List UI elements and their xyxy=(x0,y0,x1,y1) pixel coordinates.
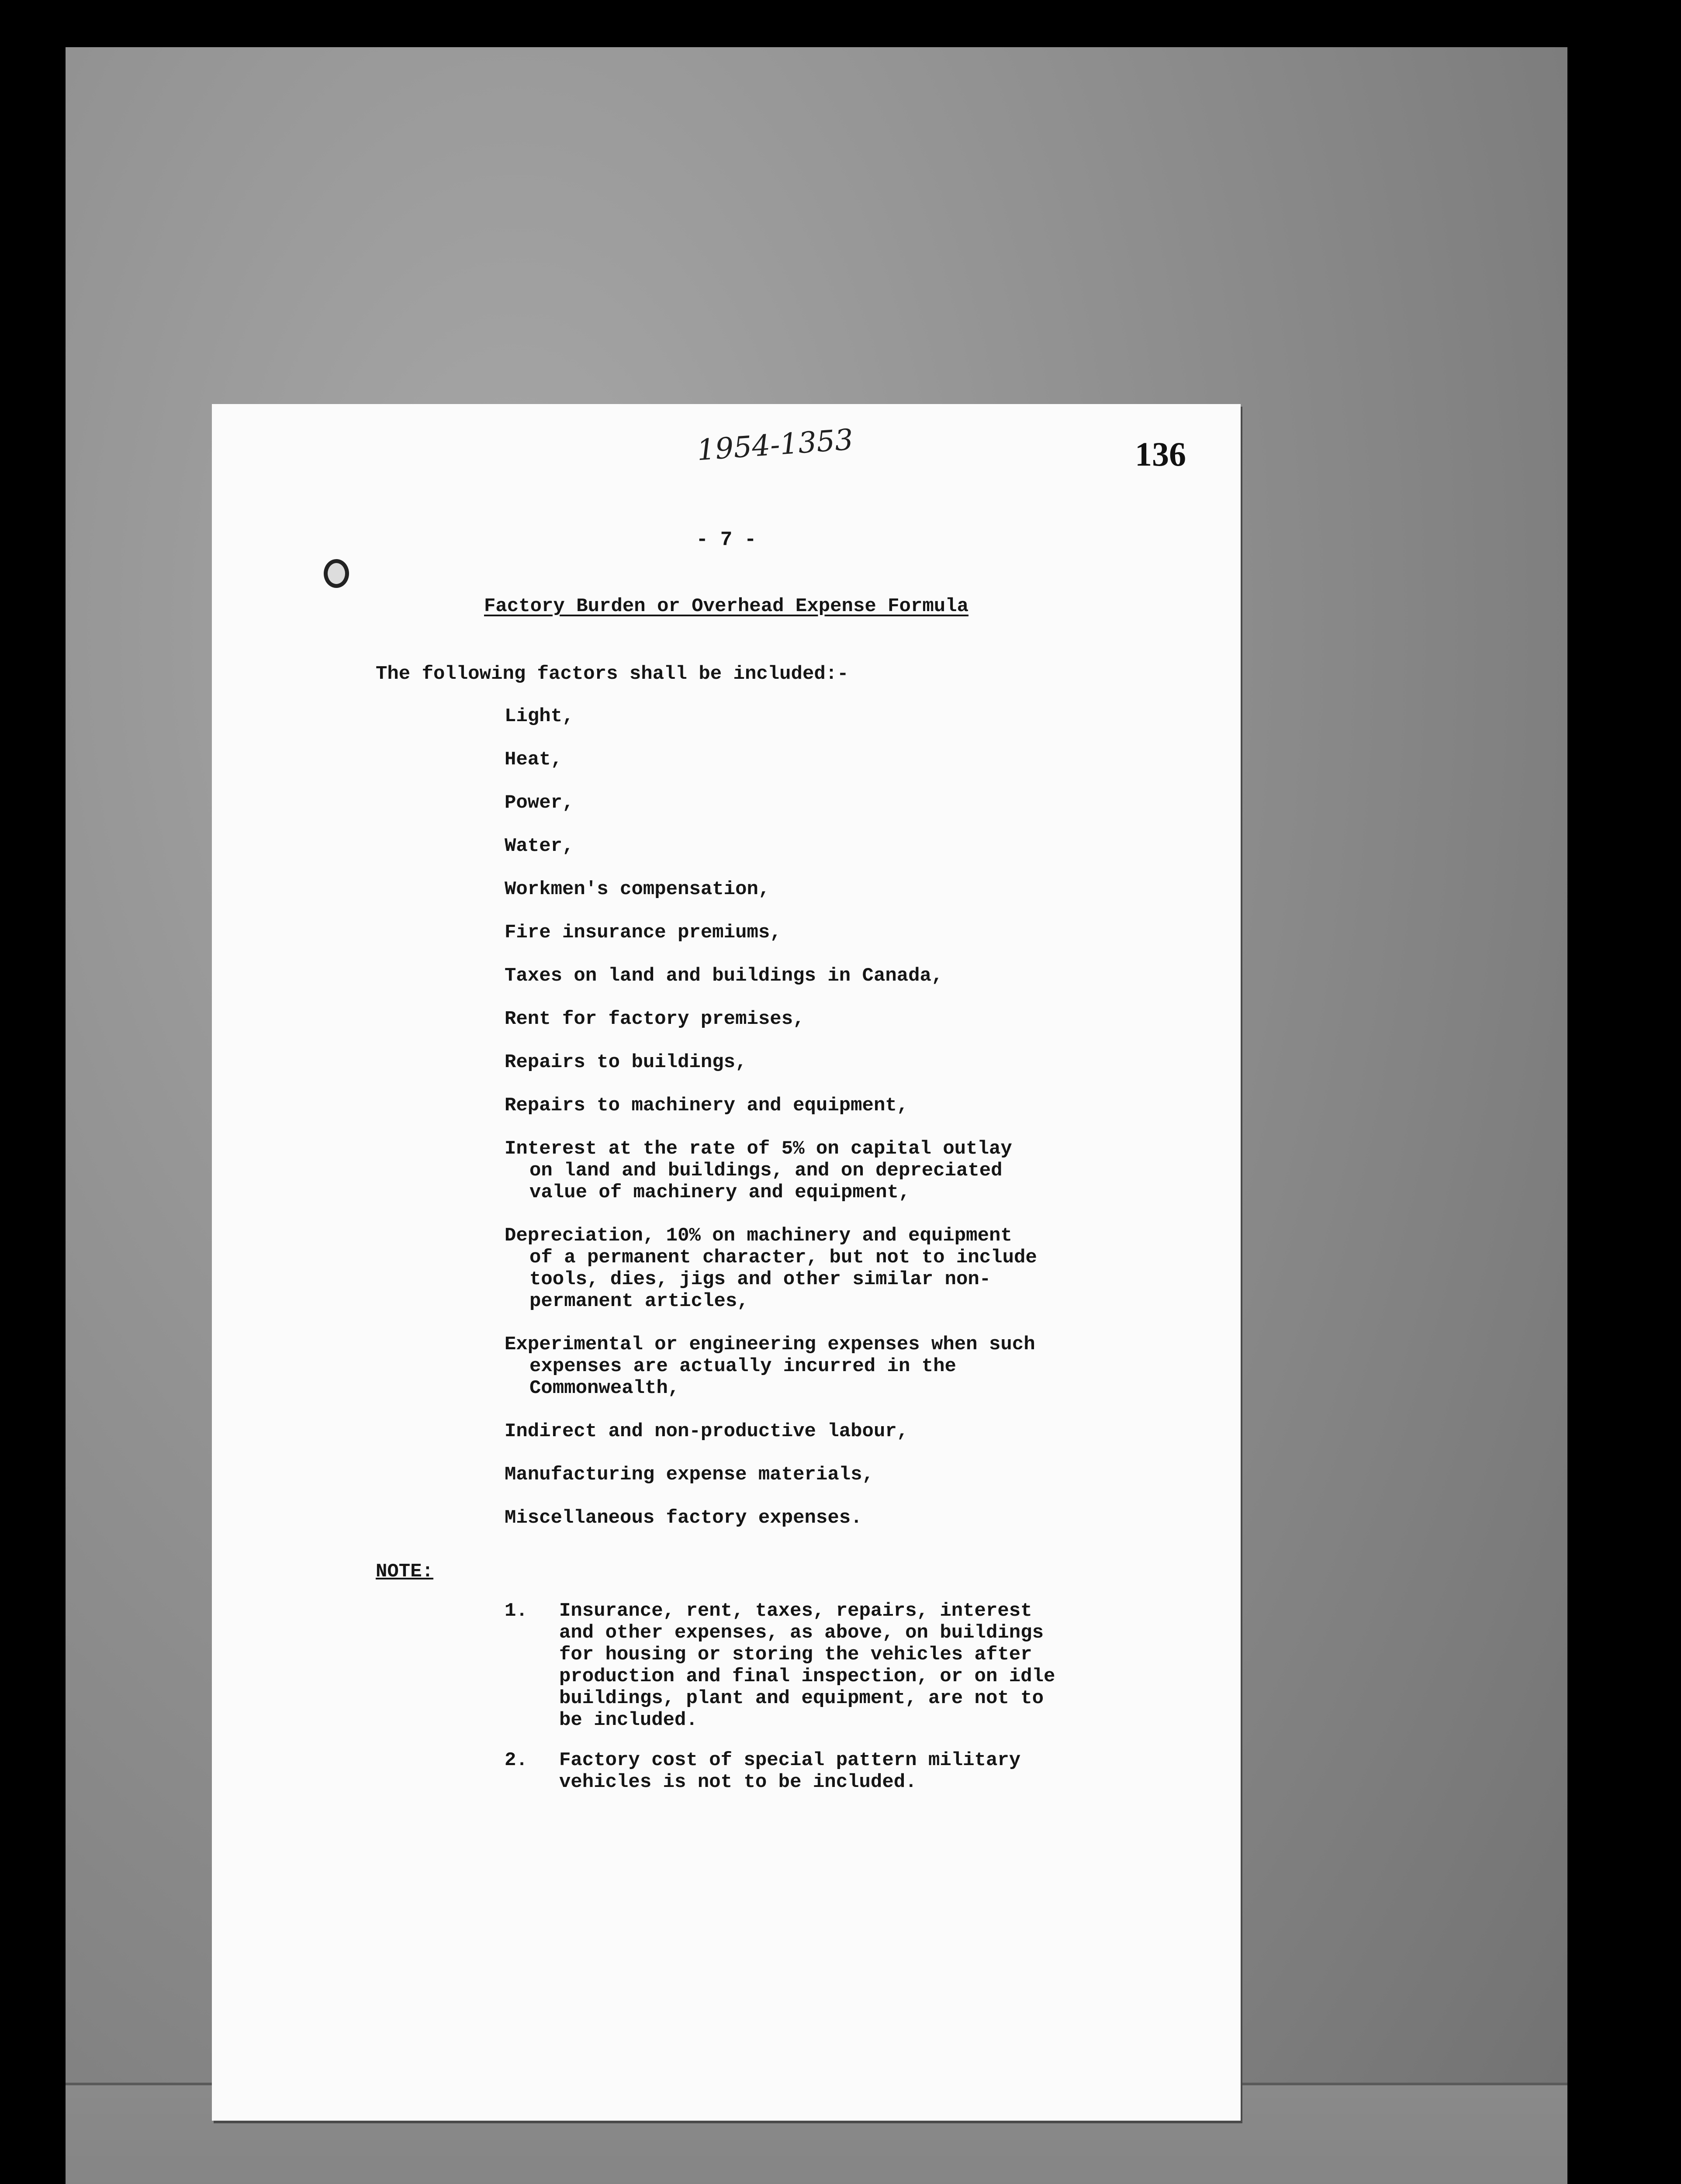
factor-item: Depreciation, 10% on machinery and equipment of a permanent character, but not to include tools, dies, jigs and other similar non- permanent articles, xyxy=(505,1225,1037,1312)
factor-item: Heat, xyxy=(505,749,563,771)
factors-list xyxy=(505,705,1204,1550)
note-item xyxy=(505,1600,1204,1731)
document-page xyxy=(212,404,1241,2121)
factor-item: Water, xyxy=(505,835,574,857)
page-title xyxy=(212,595,1241,617)
factor-item: Fire insurance premiums, xyxy=(505,922,782,943)
factor-item: Light, xyxy=(505,705,574,727)
factor-item: Taxes on land and buildings in Canada, xyxy=(505,965,943,987)
factor-item: Rent for factory premises, xyxy=(505,1008,805,1030)
factor-item: Workmen's compensation, xyxy=(505,878,770,900)
note-label: NOTE: xyxy=(376,1561,434,1583)
note-text: Factory cost of special pattern military vehicles is not to be included. xyxy=(559,1749,1021,1793)
note-number: 1. xyxy=(505,1600,528,1622)
notes-list xyxy=(505,1600,1204,1811)
factor-item: Power, xyxy=(505,792,574,814)
intro-text: The following factors shall be included:- xyxy=(376,663,849,685)
folio-number: 136 xyxy=(1135,435,1186,473)
factor-item: Manufacturing expense materials, xyxy=(505,1464,874,1486)
title-text: Factory Burden or Overhead Expense Formula xyxy=(484,595,968,617)
factor-item: Repairs to machinery and equipment, xyxy=(505,1095,909,1116)
note-item xyxy=(505,1749,1204,1793)
punch-hole-mark xyxy=(324,559,349,588)
note-number: 2. xyxy=(505,1749,528,1771)
factor-item: Indirect and non-productive labour, xyxy=(505,1420,909,1442)
factor-item: Interest at the rate of 5% on capital outlay on land and buildings, and on depreciated value of machinery and equipment, xyxy=(505,1138,1012,1203)
factor-item: Repairs to buildings, xyxy=(505,1051,747,1073)
factor-item: Miscellaneous factory expenses. xyxy=(505,1507,862,1529)
handwritten-reference: 1954-1353 xyxy=(695,422,854,467)
page-number: - 7 - xyxy=(696,529,757,551)
note-text: Insurance, rent, taxes, repairs, interest and other expenses, as above, on buildings for housing or storing the vehicles after production and final inspection, or on idle buildings, plant and equipment, are not to be included. xyxy=(559,1600,1055,1731)
factor-item: Experimental or engineering expenses when such expenses are actually incurred in the Commonwealth, xyxy=(505,1334,1035,1399)
